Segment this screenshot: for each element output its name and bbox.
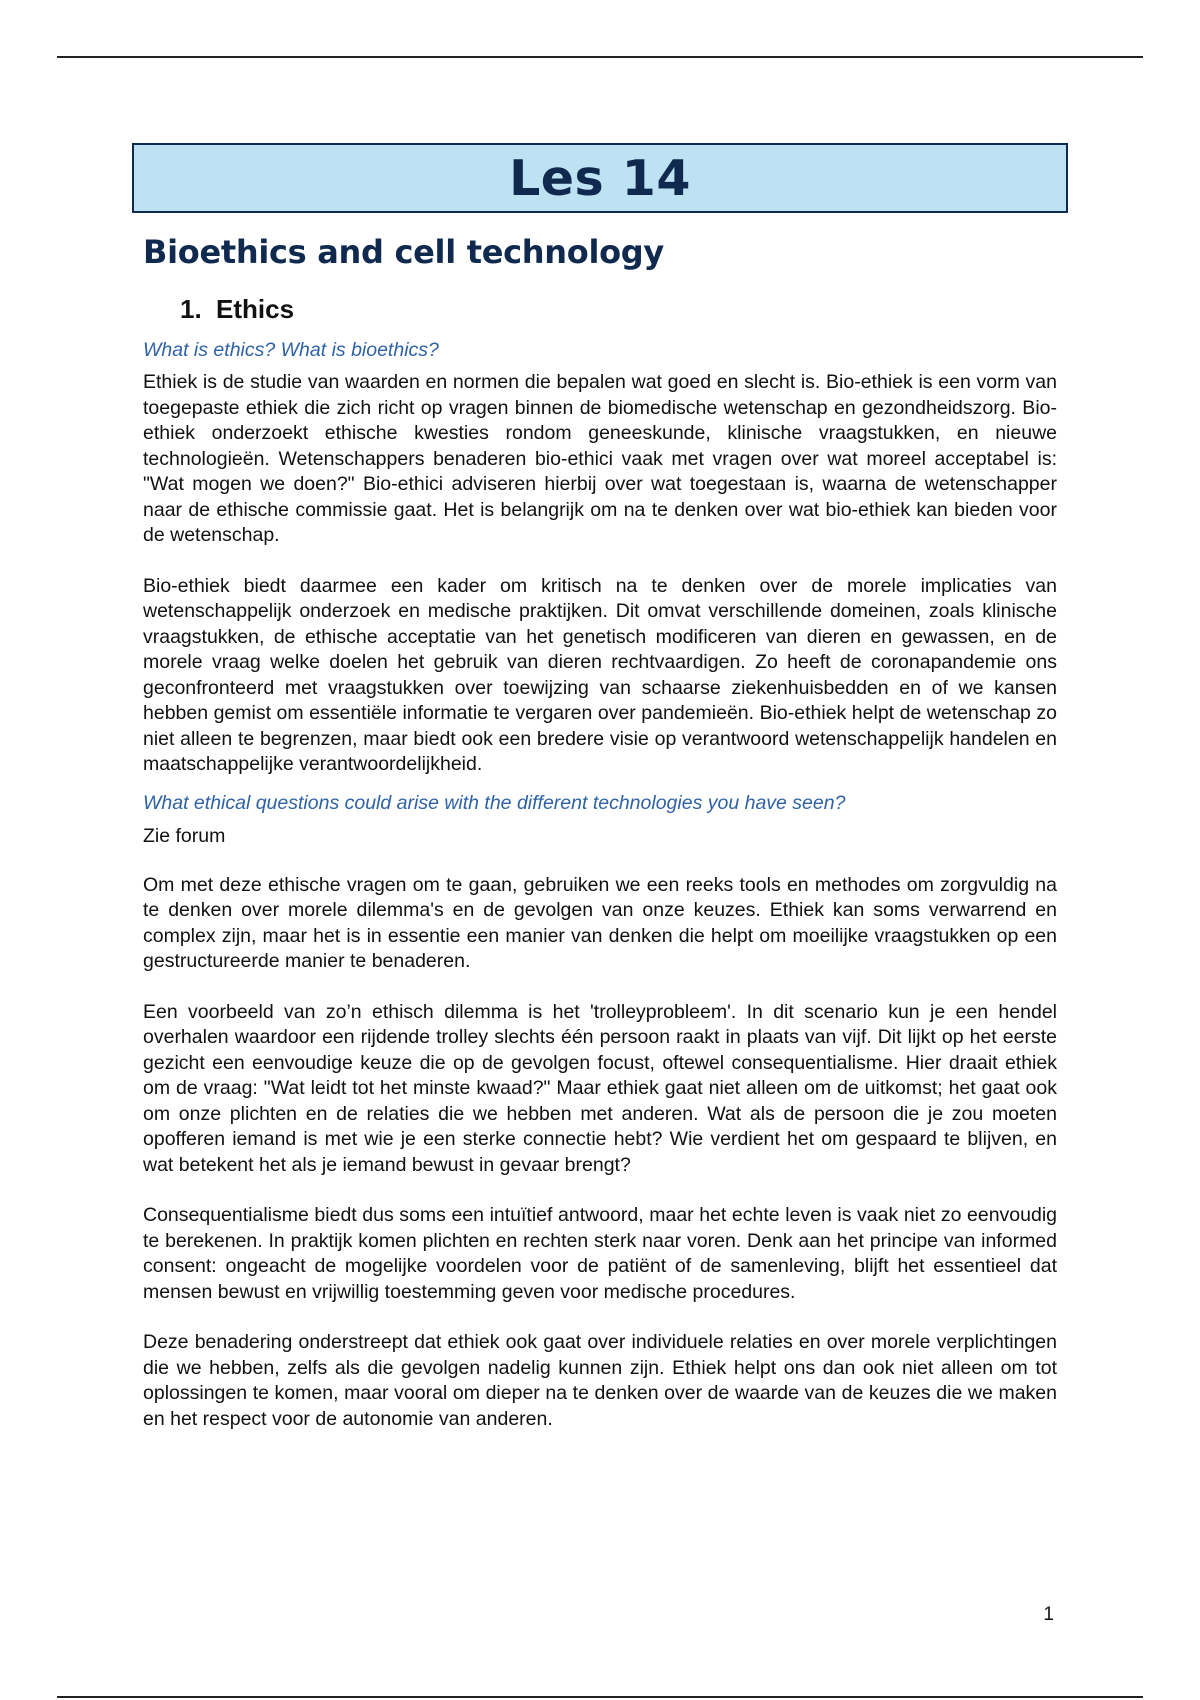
section-heading	[180, 294, 1057, 325]
paragraph: Bio-ethiek biedt daarmee een kader om kritisch na te denken over de morele implicaties van wetenschappelijk onderzoek en medische praktijken. Dit omvat verschillende domeinen, zoals klinische vraagstukken, de ethische acceptatie van het genetisch modificeren van dieren en gewassen, en de morele vraag welke doelen het gebruik van dieren rechtvaardigen. Zo heeft de coronapandemie ons geconfronteerd met vraagstukken over toewijzing van schaarse ziekenhuisbedden en of we kansen hebben gemist om essentiële informatie te vergaren over pandemieën. Bio-ethiek helpt de wetenschap zo niet alleen te begrenzen, maar biedt ook een bredere visie op verantwoord wetenschappelijk handelen en maatschappelijke verantwoordelijkheid.	[143, 574, 1057, 775]
document-subtitle: Bioethics and cell technology	[143, 233, 664, 271]
page-top-rule	[57, 56, 1143, 58]
lesson-title-box	[132, 143, 1068, 213]
answer-text: Zie forum	[143, 824, 226, 847]
paragraph: Ethiek is de studie van waarden en normen die bepalen wat goed en slecht is. Bio-ethiek is een vorm van toegepaste ethiek die zich richt op vragen binnen de biomedische wetenschap en gezondheidszorg. Bio-ethiek onderzoekt ethische kwesties rondom geneeskunde, klinische vraagstukken, en nieuwe technologieën. Wetenschappers benaderen bio-ethici vaak met vragen over wat moreel acceptabel is: "Wat mogen we doen?" Bio-ethici adviseren hierbij over wat toegestaan is, waarna de wetenschapper naar de ethische commissie gaat. Het is belangrijk om na te denken over wat bio-ethiek kan bieden voor de wetenschap.	[143, 371, 1057, 546]
section-number: 1.	[180, 294, 202, 324]
paragraph: Consequentialisme biedt dus soms een intuïtief antwoord, maar het echte leven is vaak niet zo eenvoudig te berekenen. In praktijk komen plichten en rechten sterk naar voren. Denk aan het principe van informed consent: ongeacht de mogelijke voordelen voor de patiënt of de samenleving, blijft het essentieel dat mensen bewust en vrijwillig toestemming geven voor medische procedures.	[143, 1204, 1057, 1303]
question-heading: What ethical questions could arise with the different technologies you have seen?	[143, 791, 846, 814]
document-body	[143, 143, 1057, 1432]
paragraph: Deze benadering onderstreept dat ethiek ook gaat over individuele relaties en over morele verplichtingen die we hebben, zelfs als die gevolgen nadelig kunnen zijn. Ethiek helpt ons dan ook niet alleen om tot oplossingen te komen, maar vooral om dieper na te denken over de waarde van de keuzes die we maken en het respect voor de autonomie van anderen.	[143, 1331, 1057, 1430]
section-title: Ethics	[216, 294, 295, 324]
paragraph: Om met deze ethische vragen om te gaan, gebruiken we een reeks tools en methodes om zorgvuldig na te denken over morele dilemma's en de gevolgen van onze keuzes. Ethiek kan soms verwarrend en complex zijn, maar het is in essentie een manier van denken die helpt om moeilijke vraagstukken op een gestructureerde manier te benaderen.	[143, 873, 1057, 972]
paragraph: Een voorbeeld van zo’n ethisch dilemma is het 'trolleyprobleem'. In dit scenario kun je een hendel overhalen waardoor een rijdende trolley slechts één persoon raakt in plaats van vijf. Dit lijkt op het eerste gezicht een eenvoudige keuze die op de gevolgen focust, oftewel consequentialisme. Hier draait ethiek om de vraag: "Wat leidt tot het minste kwaad?" Maar ethiek gaat niet alleen om de uitkomst; het gaat ook om onze plichten en de relaties die we hebben met anderen. Wat als de persoon die je zou moeten opofferen iemand is met wie je een sterke connectie hebt? Wie verdient het om gespaard te blijven, en wat betekent het als je iemand bewust in gevaar brengt?	[143, 1000, 1057, 1176]
question-heading: What is ethics? What is bioethics?	[143, 339, 439, 361]
page-bottom-rule	[57, 1696, 1143, 1698]
page-number: 1	[1043, 1604, 1054, 1625]
lesson-title: Les 14	[509, 149, 691, 207]
